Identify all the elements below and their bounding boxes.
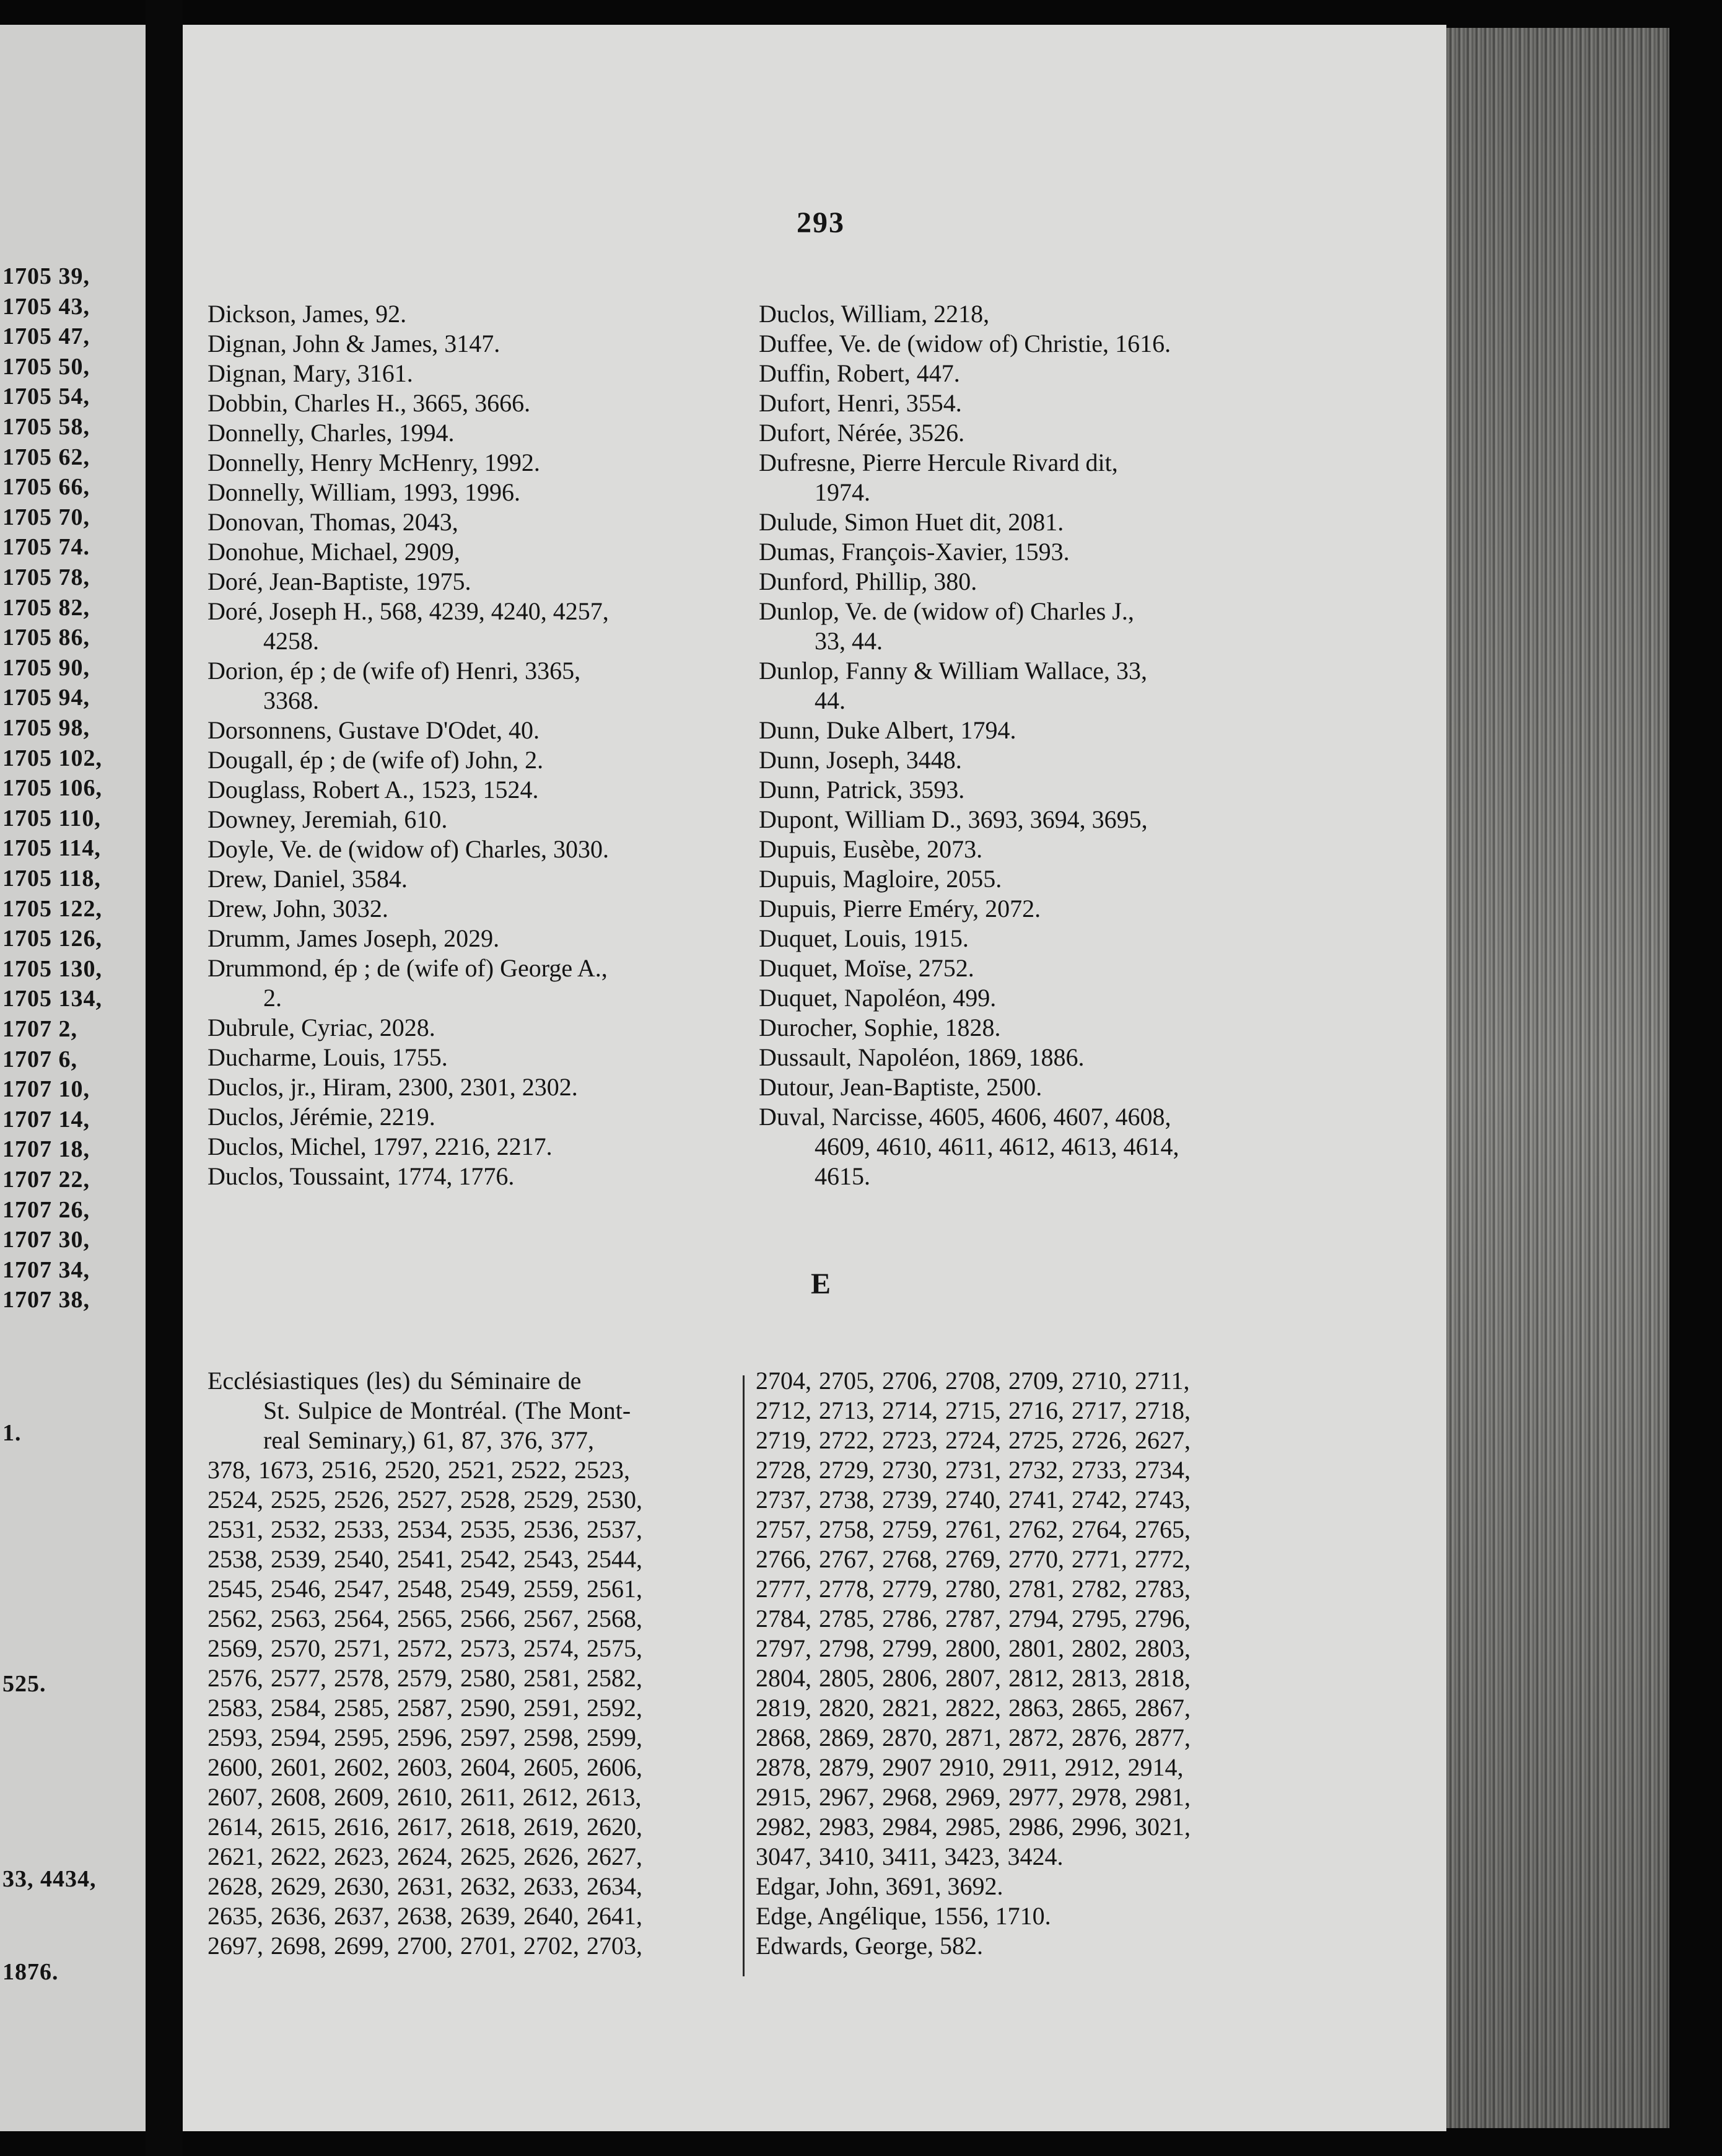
entry-refs: 1994. bbox=[398, 419, 455, 447]
adjacent-page-row: 1705 114, bbox=[2, 835, 101, 862]
reference-number-line: 2569, 2570, 2571, 2572, 2573, 2574, 2575, bbox=[208, 1634, 642, 1662]
entry-refs: 2219. bbox=[379, 1103, 435, 1131]
index-entry bbox=[208, 805, 753, 835]
entry-refs: 3365, bbox=[525, 657, 581, 685]
reference-number-line: 2704, 2705, 2706, 2708, 2709, 2710, 2711, bbox=[756, 1367, 1190, 1395]
entry-refs: 40. bbox=[509, 716, 540, 744]
entry-name: Duquet, Moïse, bbox=[759, 954, 912, 982]
index-entry bbox=[208, 1072, 753, 1102]
entry-refs: 3448. bbox=[906, 746, 962, 774]
entry-refs: 1797, 2216, 2217. bbox=[372, 1133, 553, 1160]
index-entry bbox=[208, 478, 753, 507]
entry-name: Dickson, James, bbox=[208, 300, 370, 328]
adjacent-page-row: 1707 10, bbox=[2, 1076, 90, 1103]
index-entry bbox=[759, 864, 1434, 894]
entry-refs: 1828. bbox=[945, 1014, 1001, 1041]
adjacent-page-row: 1705 43, bbox=[2, 293, 90, 320]
index-entry bbox=[208, 1162, 753, 1191]
entry-name: Drumm, James Joseph, bbox=[208, 924, 438, 952]
entry-name: Dunn, Patrick, bbox=[759, 776, 903, 804]
entry-refs: 1556, 1710. bbox=[933, 1902, 1051, 1930]
adjacent-page-row: 1705 106, bbox=[2, 775, 102, 802]
column-rule bbox=[743, 1375, 745, 1976]
index-entry bbox=[208, 537, 753, 567]
reference-number-line: 2777, 2778, 2779, 2780, 2781, 2782, 2783, bbox=[756, 1575, 1191, 1603]
index-entry bbox=[759, 1102, 1434, 1132]
reference-number-line: 2737, 2738, 2739, 2740, 2741, 2742, 2743, bbox=[756, 1486, 1191, 1514]
adjacent-page-row: 1705 74. bbox=[2, 534, 90, 561]
entry-name: Doyle, Ve. de (widow of) Charles, bbox=[208, 835, 548, 863]
index-entry bbox=[759, 537, 1434, 567]
reference-number-line: 2562, 2563, 2564, 2565, 2566, 2567, 2568, bbox=[208, 1605, 642, 1632]
reference-number-line: 2712, 2713, 2714, 2715, 2716, 2717, 2718, bbox=[756, 1396, 1191, 1424]
index-entry bbox=[759, 745, 1434, 775]
entry-name: Duclos, Michel, bbox=[208, 1133, 367, 1160]
index-entry bbox=[208, 299, 753, 329]
entry-refs: 2029. bbox=[444, 924, 500, 952]
adjacent-page-row: 1705 50, bbox=[2, 353, 90, 380]
entry-refs: 1869, 1886. bbox=[966, 1043, 1085, 1071]
entry-name: Dubrule, Cyriac, bbox=[208, 1014, 374, 1041]
entry-name: Downey, Jeremiah, bbox=[208, 805, 398, 833]
adjacent-page-fragment: 1876. bbox=[2, 1959, 59, 1985]
adjacent-page-row: 1705 118, bbox=[2, 865, 101, 892]
entry-continuation: 1974. bbox=[815, 478, 870, 506]
entry-name: Doré, Joseph H., bbox=[208, 597, 374, 625]
entry-refs: 2752. bbox=[918, 954, 974, 982]
adjacent-page-row: 1707 34, bbox=[2, 1256, 90, 1283]
reference-number-line: 2878, 2879, 2907 2910, 2911, 2912, 2914, bbox=[756, 1753, 1184, 1781]
reference-number-line: 2607, 2608, 2609, 2610, 2611, 2612, 2613, bbox=[208, 1783, 642, 1811]
entry-heading-line: real Seminary,) 61, 87, 376, 377, bbox=[263, 1426, 594, 1454]
reference-number-line: 2614, 2615, 2616, 2617, 2618, 2619, 2620, bbox=[208, 1813, 642, 1841]
adjacent-page-fragment: 1. bbox=[2, 1420, 22, 1446]
adjacent-page-row: 1707 6, bbox=[2, 1046, 77, 1072]
book-page bbox=[183, 25, 1446, 2131]
entry-refs: 1593. bbox=[1013, 538, 1070, 566]
adjacent-page-row: 1705 94, bbox=[2, 685, 90, 711]
adjacent-page-row: 1705 102, bbox=[2, 745, 102, 771]
reference-number-line: 2719, 2722, 2723, 2724, 2725, 2726, 2627, bbox=[756, 1426, 1191, 1454]
reference-number-line: 2576, 2577, 2578, 2579, 2580, 2581, 2582, bbox=[208, 1664, 642, 1692]
entry-refs: 2055. bbox=[946, 865, 1002, 893]
index-entry bbox=[759, 1072, 1434, 1102]
index-entry bbox=[208, 418, 753, 448]
reference-number-line: 2524, 2525, 2526, 2527, 2528, 2529, 2530, bbox=[208, 1486, 642, 1514]
index-entry bbox=[208, 388, 753, 418]
adjacent-page-strip bbox=[0, 25, 146, 2131]
index-entry bbox=[759, 567, 1434, 597]
index-entry bbox=[208, 745, 753, 775]
index-column-right bbox=[759, 299, 1434, 1191]
entry-continuation: 4609, 4610, 4611, 4612, 4613, 4614, bbox=[815, 1133, 1179, 1160]
entry-refs: 1755. bbox=[391, 1043, 448, 1071]
index-entry bbox=[208, 1013, 753, 1043]
entry-name: Dunn, Duke Albert, bbox=[759, 716, 955, 744]
entry-name: Dupuis, Eusèbe, bbox=[759, 835, 921, 863]
entry-heading-line: St. Sulpice de Montréal. (The Mont- bbox=[263, 1396, 631, 1424]
entry-name: Donnelly, William, bbox=[208, 478, 397, 506]
index-entry bbox=[756, 1931, 1434, 1961]
entry-name: Duclos, Jérémie, bbox=[208, 1103, 374, 1131]
entry-name: Donnelly, Charles, bbox=[208, 419, 393, 447]
page-number: 293 bbox=[797, 206, 845, 239]
adjacent-page-row: 1707 14, bbox=[2, 1106, 90, 1133]
book-gutter bbox=[146, 0, 183, 2156]
index-entry bbox=[208, 329, 753, 359]
entry-name: Douglass, Robert A., bbox=[208, 776, 415, 804]
adjacent-page-row: 1707 30, bbox=[2, 1227, 90, 1253]
index-entry bbox=[759, 924, 1434, 953]
entry-name: Dobbin, Charles H., bbox=[208, 389, 407, 417]
entry-refs: 447. bbox=[916, 359, 960, 387]
adjacent-page-row: 1705 110, bbox=[2, 805, 101, 831]
reference-number-line: 3047, 3410, 3411, 3423, 3424. bbox=[756, 1843, 1064, 1870]
reference-number-line: 2621, 2622, 2623, 2624, 2625, 2626, 2627, bbox=[208, 1843, 642, 1870]
entry-refs: 3147. bbox=[444, 330, 500, 357]
entry-refs: 582. bbox=[939, 1932, 983, 1960]
index-entry bbox=[759, 359, 1434, 388]
entry-name: Dunlop, Fanny & William Wallace, bbox=[759, 657, 1110, 685]
entry-name: Edgar, John, bbox=[756, 1872, 880, 1900]
index-entry bbox=[756, 1901, 1434, 1931]
entry-refs: 1794. bbox=[960, 716, 1016, 744]
index-entry bbox=[759, 448, 1434, 478]
entry-name: Dignan, Mary, bbox=[208, 359, 351, 387]
entry-refs: 2218, bbox=[933, 300, 990, 328]
entry-continuation: 44. bbox=[815, 686, 846, 714]
reference-number-line: 2635, 2636, 2637, 2638, 2639, 2640, 2641, bbox=[208, 1902, 642, 1930]
entry-heading-line: Ecclésiastiques (les) du Séminaire de bbox=[208, 1367, 582, 1395]
entry-name: Dumas, François-Xavier, bbox=[759, 538, 1008, 566]
adjacent-page-row: 1705 39, bbox=[2, 263, 90, 289]
adjacent-page-row: 1707 18, bbox=[2, 1136, 90, 1163]
index-entry bbox=[208, 1132, 753, 1162]
entry-refs: 1915. bbox=[912, 924, 969, 952]
entry-name: Dupuis, Magloire, bbox=[759, 865, 940, 893]
entry-name: Edge, Angélique, bbox=[756, 1902, 927, 1930]
entry-name: Donnelly, Henry McHenry, bbox=[208, 449, 478, 476]
index-entry bbox=[208, 1102, 753, 1132]
reference-number-line: 2545, 2546, 2547, 2548, 2549, 2559, 2561, bbox=[208, 1575, 642, 1603]
index-entry bbox=[759, 507, 1434, 537]
entry-refs: 568, 4239, 4240, 4257, bbox=[379, 597, 609, 625]
index-entry bbox=[208, 924, 753, 953]
adjacent-page-row: 1705 134, bbox=[2, 986, 102, 1012]
entry-name: Dufort, Henri, bbox=[759, 389, 900, 417]
entry-name: Dorion, ép ; de (wife of) Henri, bbox=[208, 657, 519, 685]
index-entry bbox=[759, 894, 1434, 924]
entry-name: Durocher, Sophie, bbox=[759, 1014, 939, 1041]
adjacent-page-row: 1705 90, bbox=[2, 654, 90, 681]
entry-name: Donohue, Michael, bbox=[208, 538, 398, 566]
reference-number-line: 2531, 2532, 2533, 2534, 2535, 2536, 2537, bbox=[208, 1515, 642, 1543]
adjacent-page-fragment: 33, 4434, bbox=[2, 1866, 97, 1892]
index-entry bbox=[208, 894, 753, 924]
entry-refs: 2909, bbox=[404, 538, 460, 566]
reference-number-line: 2757, 2758, 2759, 2761, 2762, 2764, 2765, bbox=[756, 1515, 1191, 1543]
index-entry bbox=[759, 597, 1434, 626]
entry-name: Donovan, Thomas, bbox=[208, 508, 396, 536]
entry-refs: 499. bbox=[953, 984, 997, 1012]
reference-number-line: 2628, 2629, 2630, 2631, 2632, 2633, 2634, bbox=[208, 1872, 642, 1900]
entry-name: Dunlop, Ve. de (widow of) Charles J., bbox=[759, 597, 1134, 625]
adjacent-page-row: 1707 38, bbox=[2, 1287, 90, 1313]
entry-refs: 3161. bbox=[357, 359, 413, 387]
entry-refs: 610. bbox=[404, 805, 448, 833]
index-entry bbox=[208, 507, 753, 537]
entry-refs: 3584. bbox=[351, 865, 408, 893]
entry-name: Duffee, Ve. de (widow of) Christie, bbox=[759, 330, 1109, 357]
entry-refs: 33, bbox=[1116, 657, 1147, 685]
reference-number-line: 2728, 2729, 2730, 2731, 2732, 2733, 2734, bbox=[756, 1456, 1191, 1484]
adjacent-page-row: 1705 78, bbox=[2, 564, 90, 590]
entry-name: Drummond, ép ; de (wife of) George A., bbox=[208, 954, 608, 982]
entry-name: Dunn, Joseph, bbox=[759, 746, 900, 774]
index-entry bbox=[208, 359, 753, 388]
index-entry bbox=[208, 953, 753, 983]
entry-refs: 2073. bbox=[927, 835, 983, 863]
entry-name: Duclos, William, bbox=[759, 300, 928, 328]
index-entry bbox=[756, 1872, 1434, 1901]
index-entry bbox=[759, 388, 1434, 418]
adjacent-page-row: 1707 2, bbox=[2, 1016, 77, 1042]
entry-name: Dignan, John & James, bbox=[208, 330, 439, 357]
index-entry bbox=[759, 835, 1434, 864]
entry-refs: 3030. bbox=[553, 835, 610, 863]
entry-refs: 92. bbox=[375, 300, 407, 328]
entry-name: Doré, Jean-Baptiste, bbox=[208, 567, 409, 595]
entry-refs: 1992. bbox=[484, 449, 540, 476]
reference-number-line: 2915, 2967, 2968, 2969, 2977, 2978, 2981, bbox=[756, 1783, 1191, 1811]
entry-refs: 2043, bbox=[402, 508, 458, 536]
index-entry bbox=[759, 329, 1434, 359]
reference-number-line: 2583, 2584, 2585, 2587, 2590, 2591, 2592, bbox=[208, 1694, 642, 1722]
reference-number-line: 2593, 2594, 2595, 2596, 2597, 2598, 2599, bbox=[208, 1724, 642, 1751]
entry-refs: 3691, 3692. bbox=[885, 1872, 1003, 1900]
entry-refs: 3554. bbox=[906, 389, 962, 417]
entry-continuation: 33, 44. bbox=[815, 627, 883, 655]
entry-refs: 2072. bbox=[985, 895, 1041, 922]
entry-name: Dulude, Simon Huet dit, bbox=[759, 508, 1002, 536]
index-entry bbox=[759, 953, 1434, 983]
reference-number-line: 2819, 2820, 2821, 2822, 2863, 2865, 2867, bbox=[756, 1694, 1191, 1722]
entry-name: Drew, Daniel, bbox=[208, 865, 346, 893]
index-entry bbox=[208, 716, 753, 745]
entry-refs: 1975. bbox=[415, 567, 471, 595]
entry-refs: 1523, 1524. bbox=[421, 776, 539, 804]
reference-number-line: 2766, 2767, 2768, 2769, 2770, 2771, 2772, bbox=[756, 1545, 1191, 1573]
entry-name: Dupont, William D., bbox=[759, 805, 962, 833]
entry-name: Dupuis, Pierre Eméry, bbox=[759, 895, 979, 922]
reference-number-line: 2797, 2798, 2799, 2800, 2801, 2802, 2803, bbox=[756, 1634, 1191, 1662]
entry-continuation: 3368. bbox=[263, 686, 319, 714]
ecclesiastiques-entry-left bbox=[208, 1366, 753, 1961]
index-entry bbox=[759, 656, 1434, 686]
adjacent-page-row: 1705 66, bbox=[2, 474, 90, 501]
entry-refs: 3665, 3666. bbox=[413, 389, 531, 417]
reference-number-line: 2697, 2698, 2699, 2700, 2701, 2702, 2703, bbox=[208, 1932, 642, 1960]
reference-number-line: 2538, 2539, 2540, 2541, 2542, 2543, 2544, bbox=[208, 1545, 642, 1573]
reference-number-line: 2600, 2601, 2602, 2603, 2604, 2605, 2606, bbox=[208, 1753, 642, 1781]
index-entry bbox=[759, 775, 1434, 805]
entry-refs: 380. bbox=[933, 567, 977, 595]
index-entry bbox=[208, 1043, 753, 1072]
adjacent-page-row: 1705 47, bbox=[2, 323, 90, 350]
entry-name: Duclos, jr., Hiram, bbox=[208, 1073, 392, 1101]
section-letter-heading: E bbox=[810, 1268, 831, 1300]
adjacent-page-row: 1705 86, bbox=[2, 624, 90, 651]
index-entry bbox=[208, 775, 753, 805]
index-entry bbox=[208, 835, 753, 864]
entry-name: Edwards, George, bbox=[756, 1932, 933, 1960]
entry-refs: 1616. bbox=[1115, 330, 1171, 357]
entry-name: Drew, John, bbox=[208, 895, 326, 922]
index-entry bbox=[759, 299, 1434, 329]
entry-refs: 2028. bbox=[379, 1014, 435, 1041]
entry-continuation: 4258. bbox=[263, 627, 319, 655]
index-entry bbox=[759, 1043, 1434, 1072]
adjacent-page-row: 1705 122, bbox=[2, 895, 102, 922]
entry-continuation: 2. bbox=[263, 984, 282, 1012]
reference-number-line: 2804, 2805, 2806, 2807, 2812, 2813, 2818, bbox=[756, 1664, 1191, 1692]
entry-name: Dufresne, Pierre Hercule Rivard dit, bbox=[759, 449, 1118, 476]
adjacent-page-row: 1705 70, bbox=[2, 504, 90, 530]
entry-refs: 2500. bbox=[986, 1073, 1042, 1101]
index-entry bbox=[208, 567, 753, 597]
reference-number-line: 2784, 2785, 2786, 2787, 2794, 2795, 2796, bbox=[756, 1605, 1191, 1632]
entry-refs: 2081. bbox=[1008, 508, 1064, 536]
entry-name: Duquet, Napoléon, bbox=[759, 984, 947, 1012]
reference-number-line: 2868, 2869, 2870, 2871, 2872, 2876, 2877, bbox=[756, 1724, 1191, 1751]
entry-name: Duval, Narcisse, bbox=[759, 1103, 924, 1131]
index-entry bbox=[208, 597, 753, 626]
entry-refs: 1993, 1996. bbox=[403, 478, 521, 506]
page-edges bbox=[1446, 28, 1669, 2128]
entry-name: Dougall, ép ; de (wife of) John, bbox=[208, 746, 519, 774]
entry-name: Dussault, Napoléon, bbox=[759, 1043, 961, 1071]
index-column-left bbox=[208, 299, 753, 1191]
adjacent-page-row: 1705 98, bbox=[2, 715, 90, 741]
entry-name: Duclos, Toussaint, bbox=[208, 1162, 391, 1190]
index-entry bbox=[759, 983, 1434, 1013]
ecclesiastiques-entry-right bbox=[756, 1366, 1434, 1961]
index-entry bbox=[759, 1013, 1434, 1043]
adjacent-page-row: 1705 54, bbox=[2, 383, 90, 410]
adjacent-page-fragment: 525. bbox=[2, 1671, 46, 1697]
entry-refs: 3032. bbox=[332, 895, 388, 922]
reference-number-line: 2982, 2983, 2984, 2985, 2986, 2996, 3021, bbox=[756, 1813, 1191, 1841]
entry-name: Dunford, Phillip, bbox=[759, 567, 928, 595]
entry-name: Dutour, Jean-Baptiste, bbox=[759, 1073, 981, 1101]
index-entry bbox=[759, 805, 1434, 835]
entry-name: Ducharme, Louis, bbox=[208, 1043, 386, 1071]
index-entry bbox=[208, 864, 753, 894]
adjacent-page-row: 1707 26, bbox=[2, 1196, 90, 1223]
index-entry bbox=[208, 656, 753, 686]
adjacent-page-row: 1705 62, bbox=[2, 444, 90, 470]
entry-name: Dufort, Nérée, bbox=[759, 419, 903, 447]
entry-refs: 3693, 3694, 3695, bbox=[968, 805, 1148, 833]
entry-name: Dorsonnens, Gustave D'Odet, bbox=[208, 716, 503, 744]
entry-refs: 4605, 4606, 4607, 4608, bbox=[929, 1103, 1171, 1131]
entry-refs: 2. bbox=[525, 746, 544, 774]
index-entry bbox=[759, 418, 1434, 448]
adjacent-page-row: 1707 22, bbox=[2, 1167, 90, 1193]
entry-name: Duffin, Robert, bbox=[759, 359, 911, 387]
entry-continuation: 4615. bbox=[815, 1162, 870, 1190]
index-entry bbox=[759, 716, 1434, 745]
entry-name: Duquet, Louis, bbox=[759, 924, 907, 952]
entry-refs: 1774, 1776. bbox=[396, 1162, 515, 1190]
adjacent-page-row: 1705 58, bbox=[2, 414, 90, 440]
adjacent-page-row: 1705 82, bbox=[2, 594, 90, 621]
entry-refs: 3526. bbox=[909, 419, 965, 447]
adjacent-page-row: 1705 126, bbox=[2, 926, 102, 952]
reference-number-line: 378, 1673, 2516, 2520, 2521, 2522, 2523, bbox=[208, 1456, 630, 1484]
index-entry bbox=[208, 448, 753, 478]
entry-refs: 3593. bbox=[909, 776, 965, 804]
entry-refs: 2300, 2301, 2302. bbox=[398, 1073, 578, 1101]
adjacent-page-row: 1705 130, bbox=[2, 955, 102, 982]
